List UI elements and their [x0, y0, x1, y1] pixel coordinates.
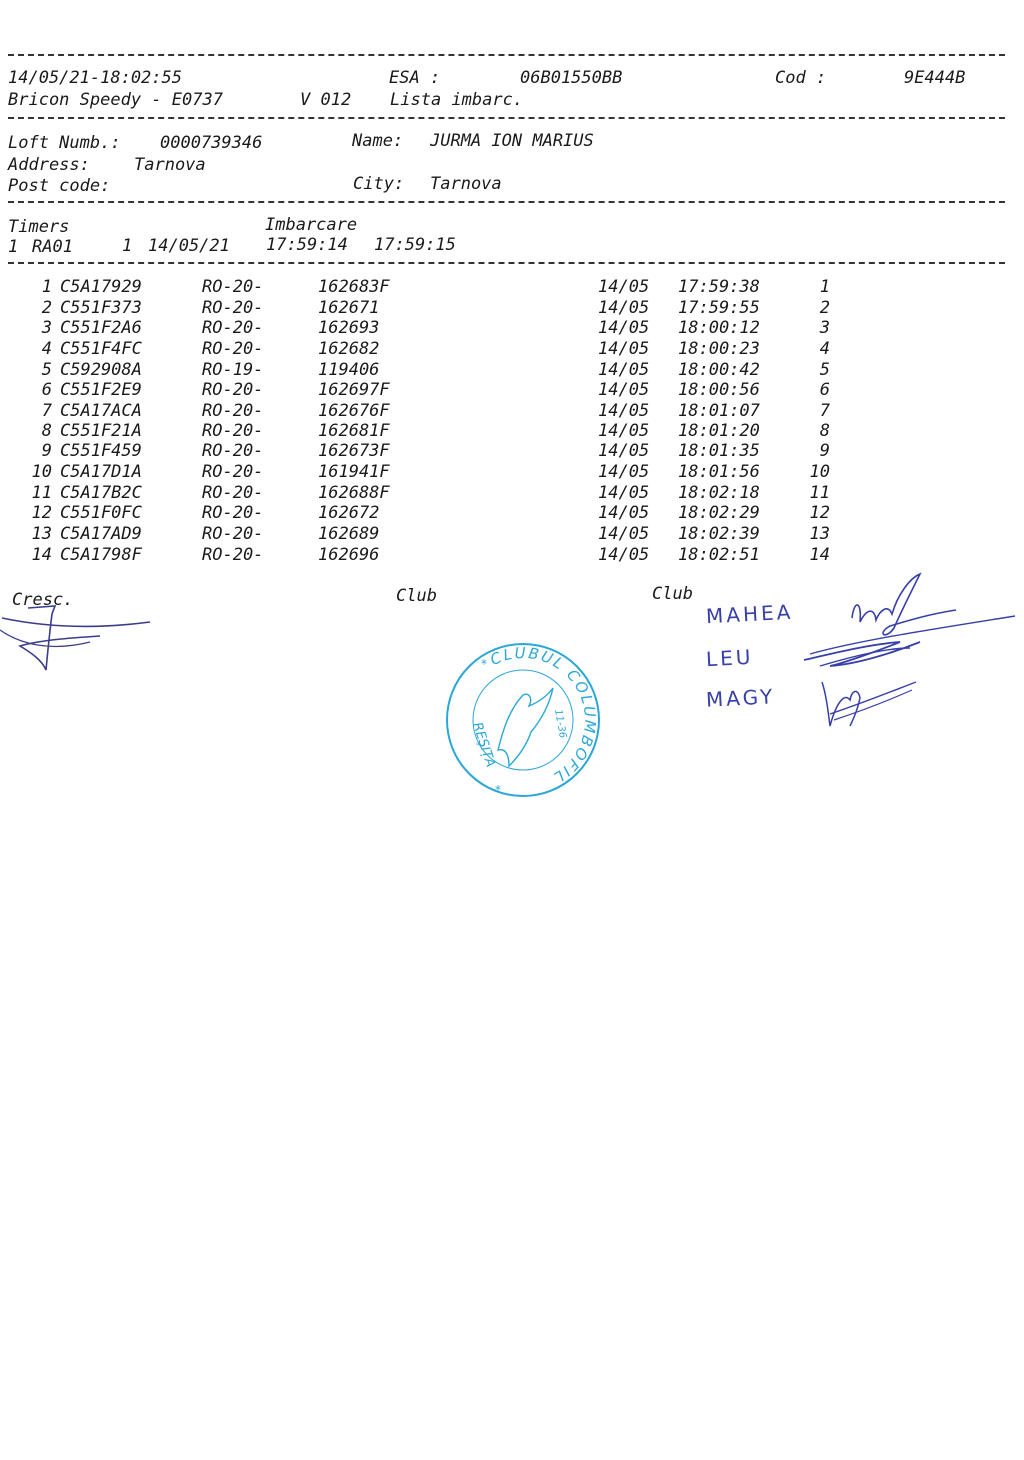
pigeon-index: 13 — [31, 524, 52, 544]
list-item — [0, 483, 1024, 504]
name-label: Name: — [352, 131, 404, 151]
print-datetime: 14/05/21-18:02:55 — [8, 68, 182, 88]
pigeon-index: 14 — [31, 545, 52, 565]
list-item — [0, 503, 1024, 524]
cod-label: Cod : — [775, 68, 827, 88]
pigeon-position: 5 — [819, 360, 830, 380]
handwritten-name-1: MAHEA — [705, 599, 794, 629]
pigeon-chip-code: C5A1798F — [60, 545, 142, 565]
separator-owner — [8, 201, 1005, 203]
list-item — [0, 277, 1024, 298]
pigeon-ring-prefix: RO-20- — [202, 380, 264, 400]
pigeon-ring-number: 162673F — [318, 441, 390, 461]
breeder-signature — [0, 600, 160, 680]
pigeon-position: 10 — [809, 462, 830, 482]
pigeon-ring-number: 162672 — [318, 503, 380, 523]
pigeon-time: 18:01:35 — [678, 441, 760, 461]
esa-label: ESA : — [389, 68, 441, 88]
pigeon-date: 14/05 — [598, 503, 650, 523]
pigeon-time: 18:00:56 — [678, 380, 760, 400]
pigeon-ring-prefix: RO-20- — [202, 421, 264, 441]
pigeon-ring-prefix: RO-20- — [202, 462, 264, 482]
separator-top — [8, 54, 1005, 56]
pigeon-ring-number: 162696 — [318, 545, 380, 565]
svg-text:*: * — [495, 783, 501, 797]
pigeon-position: 7 — [819, 401, 830, 421]
imbarcare-label: Imbarcare — [265, 215, 358, 235]
timer-time-2: 17:59:15 — [374, 235, 456, 255]
svg-text:*: * — [481, 657, 487, 671]
pigeon-index: 11 — [31, 483, 52, 503]
pigeon-position: 6 — [819, 380, 830, 400]
pigeon-ring-prefix: RO-20- — [202, 524, 264, 544]
pigeon-time: 18:02:29 — [678, 503, 760, 523]
pigeon-date: 14/05 — [598, 462, 650, 482]
pigeon-ring-number: 162683F — [318, 277, 390, 297]
name-value: JURMA ION MARIUS — [430, 131, 594, 151]
club-label-2: Club — [652, 584, 693, 604]
esa-value: 06B01550BB — [520, 68, 623, 88]
timer-date: 14/05/21 — [148, 236, 230, 256]
pigeon-position: 11 — [809, 483, 830, 503]
pigeon-index: 8 — [41, 421, 52, 441]
pigeon-date: 14/05 — [598, 545, 650, 565]
pigeon-ring-prefix: RO-20- — [202, 318, 264, 338]
postcode-label: Post code: — [8, 176, 111, 196]
pigeon-position: 1 — [819, 277, 830, 297]
pigeon-date: 14/05 — [598, 277, 650, 297]
pigeon-chip-code: C5A17AD9 — [60, 524, 142, 544]
cresc-label: Cresc. — [12, 590, 74, 610]
club-label-1: Club — [396, 586, 437, 606]
list-item — [0, 524, 1024, 545]
pigeon-index: 5 — [41, 360, 52, 380]
pigeon-ring-number: 162676F — [318, 401, 390, 421]
pigeon-index: 12 — [31, 503, 52, 523]
pigeon-chip-code: C551F21A — [60, 421, 142, 441]
pigeon-ring-number: 162682 — [318, 339, 380, 359]
pigeon-index: 2 — [41, 298, 52, 318]
pigeon-position: 3 — [819, 318, 830, 338]
pigeon-time: 18:00:42 — [678, 360, 760, 380]
pigeon-index: 7 — [41, 401, 52, 421]
club-stamp — [443, 640, 603, 800]
pigeon-ring-prefix: RO-20- — [202, 503, 264, 523]
stamp-code: 11-36 — [552, 708, 568, 740]
pigeon-position: 13 — [809, 524, 830, 544]
pigeon-chip-code: C551F373 — [60, 298, 142, 318]
address-label: Address: — [8, 155, 90, 175]
pigeon-index: 9 — [41, 441, 52, 461]
pigeon-position: 14 — [809, 545, 830, 565]
pigeon-ring-number: 162689 — [318, 524, 380, 544]
pigeon-ring-number: 162688F — [318, 483, 390, 503]
pigeon-chip-code: C551F459 — [60, 441, 142, 461]
separator-header — [8, 117, 1005, 119]
pigeon-time: 18:01:20 — [678, 421, 760, 441]
city-value: Tarnova — [430, 174, 502, 194]
list-item — [0, 462, 1024, 483]
pigeon-date: 14/05 — [598, 380, 650, 400]
stamp-text: CLUBUL COLUMBOFIL — [487, 643, 600, 788]
pigeon-position: 8 — [819, 421, 830, 441]
pigeon-time: 18:00:12 — [678, 318, 760, 338]
handwritten-name-3: MAGY — [705, 684, 776, 712]
pigeon-chip-code: C5A17D1A — [60, 462, 142, 482]
pigeon-ring-prefix: RO-20- — [202, 441, 264, 461]
timer-index: 1 — [8, 237, 19, 257]
list-item — [0, 318, 1024, 339]
pigeon-position: 12 — [809, 503, 830, 523]
pigeon-index: 3 — [41, 318, 52, 338]
pigeon-chip-code: C5A17929 — [60, 277, 142, 297]
pigeon-time: 18:00:23 — [678, 339, 760, 359]
list-item — [0, 441, 1024, 462]
pigeon-date: 14/05 — [598, 421, 650, 441]
pigeon-date: 14/05 — [598, 298, 650, 318]
cod-value: 9E444B — [904, 68, 966, 88]
pigeon-chip-code: C551F2A6 — [60, 318, 142, 338]
stamp-city: REȘIȚA — [469, 720, 498, 770]
pigeon-index: 1 — [41, 277, 52, 297]
pigeon-ring-number: 162671 — [318, 298, 380, 318]
device-version: V 012 — [300, 90, 352, 110]
pigeon-ring-number: 162681F — [318, 421, 390, 441]
loft-number-value: 0000739346 — [160, 133, 263, 153]
pigeon-date: 14/05 — [598, 483, 650, 503]
pigeon-chip-code: C5A17ACA — [60, 401, 142, 421]
pigeon-chip-code: C551F0FC — [60, 503, 142, 523]
pigeon-position: 2 — [819, 298, 830, 318]
handwritten-name-2: LEU — [705, 644, 755, 672]
pigeon-ring-number: 161941F — [318, 462, 390, 482]
separator-timers — [8, 262, 1005, 264]
pigeon-time: 17:59:55 — [678, 298, 760, 318]
pigeon-date: 14/05 — [598, 318, 650, 338]
pigeon-time: 18:01:56 — [678, 462, 760, 482]
address-value: Tarnova — [134, 155, 206, 175]
pigeon-index: 10 — [31, 462, 52, 482]
pigeon-index: 4 — [41, 339, 52, 359]
pigeon-ring-prefix: RO-19- — [202, 360, 264, 380]
pigeon-ring-prefix: RO-20- — [202, 298, 264, 318]
list-item — [0, 339, 1024, 360]
pigeon-date: 14/05 — [598, 360, 650, 380]
pigeon-date: 14/05 — [598, 524, 650, 544]
pigeon-chip-code: C592908A — [60, 360, 142, 380]
list-item — [0, 298, 1024, 319]
pigeon-time: 18:01:07 — [678, 401, 760, 421]
pigeon-chip-code: C551F4FC — [60, 339, 142, 359]
pigeon-ring-prefix: RO-20- — [202, 483, 264, 503]
pigeon-position: 4 — [819, 339, 830, 359]
pigeon-ring-prefix: RO-20- — [202, 339, 264, 359]
timer-count: 1 — [122, 236, 133, 256]
loft-number-label: Loft Numb.: — [8, 133, 121, 153]
list-item — [0, 380, 1024, 401]
list-item — [0, 545, 1024, 566]
timers-label: Timers — [8, 217, 70, 237]
pigeon-position: 9 — [819, 441, 830, 461]
pigeon-time: 18:02:18 — [678, 483, 760, 503]
club-signatures — [800, 570, 1020, 740]
pigeon-ring-number: 162693 — [318, 318, 380, 338]
pigeon-ring-prefix: RO-20- — [202, 545, 264, 565]
pigeon-ring-number: 119406 — [318, 360, 380, 380]
pigeon-date: 14/05 — [598, 339, 650, 359]
pigeon-chip-code: C5A17B2C — [60, 483, 142, 503]
pigeon-time: 18:02:39 — [678, 524, 760, 544]
timer-time-1: 17:59:14 — [266, 235, 348, 255]
list-item — [0, 360, 1024, 381]
pigeon-date: 14/05 — [598, 401, 650, 421]
pigeon-date: 14/05 — [598, 441, 650, 461]
list-title: Lista imbarc. — [390, 90, 524, 110]
city-label: City: — [353, 174, 405, 194]
timer-code: RA01 — [32, 237, 73, 257]
pigeon-ring-number: 162697F — [318, 380, 390, 400]
list-item — [0, 401, 1024, 422]
pigeon-index: 6 — [41, 380, 52, 400]
pigeon-time: 17:59:38 — [678, 277, 760, 297]
pigeon-ring-prefix: RO-20- — [202, 401, 264, 421]
pigeon-ring-prefix: RO-20- — [202, 277, 264, 297]
device-name: Bricon Speedy - E0737 — [8, 90, 223, 110]
pigeon-chip-code: C551F2E9 — [60, 380, 142, 400]
pigeon-time: 18:02:51 — [678, 545, 760, 565]
list-item — [0, 421, 1024, 442]
